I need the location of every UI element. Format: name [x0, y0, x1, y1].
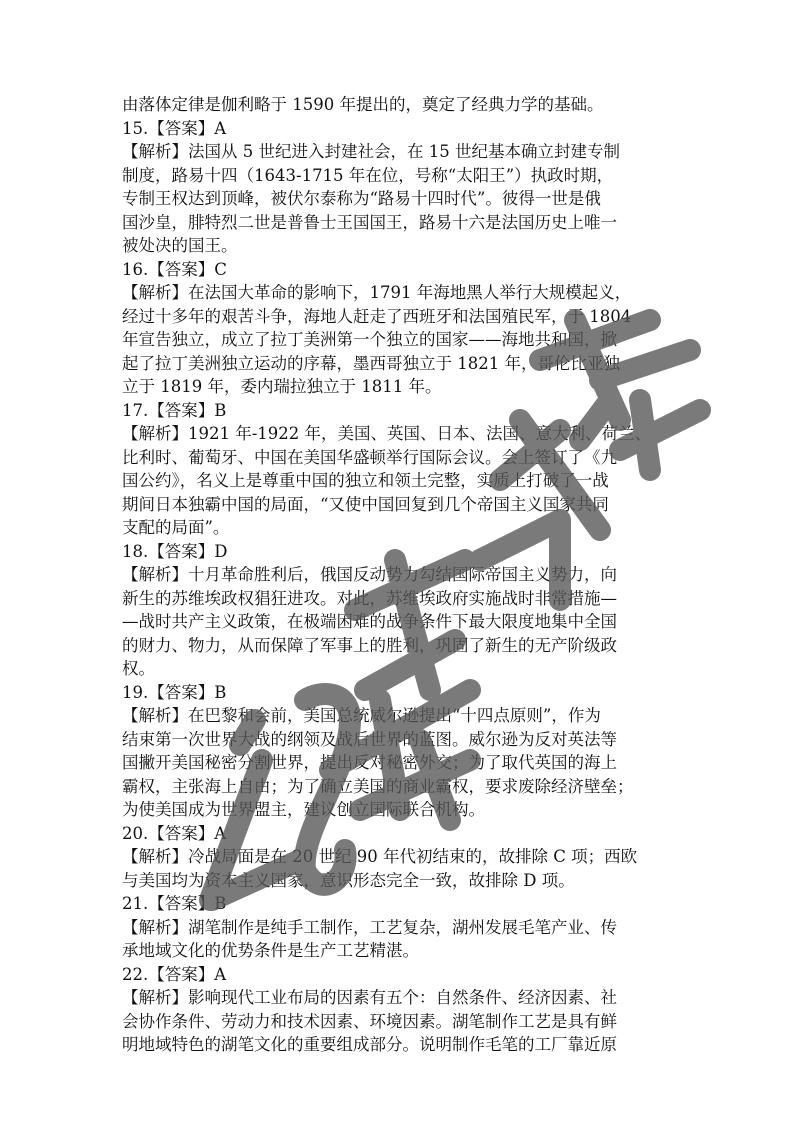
text-line: 被处决的国王。 — [122, 236, 238, 255]
answer-line-16: 16.【答案】C — [122, 259, 227, 279]
text-line: 【解析】法国从 5 世纪进入封建社会，在 15 世纪基本确立封建专制 — [122, 142, 620, 161]
text-line: 【解析】影响现代工业布局的因素有五个：自然条件、经济因素、社 — [122, 988, 617, 1007]
text-line: 期间日本独霸中国的局面，“又使中国回复到几个帝国主义国家共同 — [122, 494, 609, 514]
text-line: —战时共产主义政策，在极端困难的战争条件下最大限度地集中全国 — [122, 612, 617, 631]
text-line: 立于 1819 年，委内瑞拉独立于 1811 年。 — [122, 377, 442, 396]
text-line: 霸权，主张海上自由；为了确立美国的商业霸权，要求废除经济壁垒； — [122, 776, 634, 796]
text-line: 【解析】十月革命胜利后，俄国反动势力勾结国际帝国主义势力，向 — [122, 565, 617, 584]
answer-line-22: 22.【答案】A — [122, 964, 227, 984]
answer-line-18: 18.【答案】D — [122, 541, 228, 561]
text-line: 的财力、物力，从而保障了军事上的胜利，巩固了新生的无产阶级政 — [122, 635, 617, 655]
text-line: 结束第一次世界大战的纲领及战后世界的蓝图。威尔逊为反对英法等 — [122, 729, 617, 749]
document-body — [122, 93, 682, 1057]
answer-line-15: 15.【答案】A — [122, 118, 227, 138]
text-line: 【解析】冷战局面是在 20 世纪 90 年代初结束的，故排除 C 项；西欧 — [122, 847, 638, 866]
text-line: 国公约》，名义上是尊重中国的独立和领土完整，实质上打破了一战 — [122, 471, 609, 490]
text-line: 年宣告独立，成立了拉丁美洲第一个独立的国家——海地共和国，掀 — [122, 330, 617, 349]
text-line: 支配的局面”。 — [122, 518, 230, 537]
text-line: 承地域文化的优势条件是生产工艺精湛。 — [122, 941, 419, 960]
answer-line-21: 21.【答案】B — [122, 894, 227, 913]
text-line: 比利时、葡萄牙、中国在美国华盛顿举行国际会议。会上签订了《九 — [122, 447, 617, 467]
answer-line-17: 17.【答案】B — [122, 400, 227, 420]
text-line: 【解析】1921 年-1922 年，美国、英国、日本、法国、意大利、荷兰、 — [122, 424, 652, 443]
text-line: 与美国均为资本主义国家，意识形态完全一致，故排除 D 项。 — [122, 870, 575, 890]
text-line: 会协作条件、劳动力和技术因素、环境因素。湖笔制作工艺是具有鲜 — [122, 1011, 617, 1031]
text-line: 为使美国成为世界盟主，建议创立国际联合机构。 — [122, 800, 485, 819]
text-line: 新生的苏维埃政权猖狂进攻。对此，苏维埃政府实施战时非常措施— — [122, 588, 617, 608]
text-line: 【解析】湖笔制作是纯手工制作，工艺复杂，湖州发展毛笔产业、传 — [122, 917, 617, 937]
text-line: 由落体定律是伽利略于 1590 年提出的，奠定了经典力学的基础。 — [122, 95, 604, 114]
answer-line-20: 20.【答案】A — [122, 823, 227, 843]
text-line: 起了拉丁美洲独立运动的序幕，墨西哥独立于 1821 年，哥伦比亚独 — [122, 353, 620, 373]
text-line: 【解析】在巴黎和会前，美国总统威尔逊提出“十四点原则”，作为 — [122, 706, 601, 725]
text-line: 制度，路易十四（1643-1715 年在位，号称“太阳王”）执政时期， — [122, 165, 614, 185]
text-line: 经过十多年的艰苦斗争，海地人赶走了西班牙和法国殖民军，于 1804 — [122, 306, 632, 326]
text-line: 国沙皇，腓特烈二世是普鲁士王国国王，路易十六是法国历史上唯一 — [122, 212, 617, 232]
text-line: 国撇开美国秘密分割世界，提出反对秘密外交；为了取代英国的海上 — [122, 753, 617, 772]
text-line: 权。 — [122, 659, 155, 678]
text-line: 【解析】在法国大革命的影响下，1791 年海地黑人举行大规模起义， — [122, 283, 632, 302]
text-line: 明地域特色的湖笔文化的重要组成部分。说明制作毛笔的工厂靠近原 — [122, 1035, 617, 1054]
answer-line-19: 19.【答案】B — [122, 682, 227, 702]
text-line: 专制王权达到顶峰，被伏尔泰称为“路易十四时代”。彼得一世是俄 — [122, 189, 601, 208]
